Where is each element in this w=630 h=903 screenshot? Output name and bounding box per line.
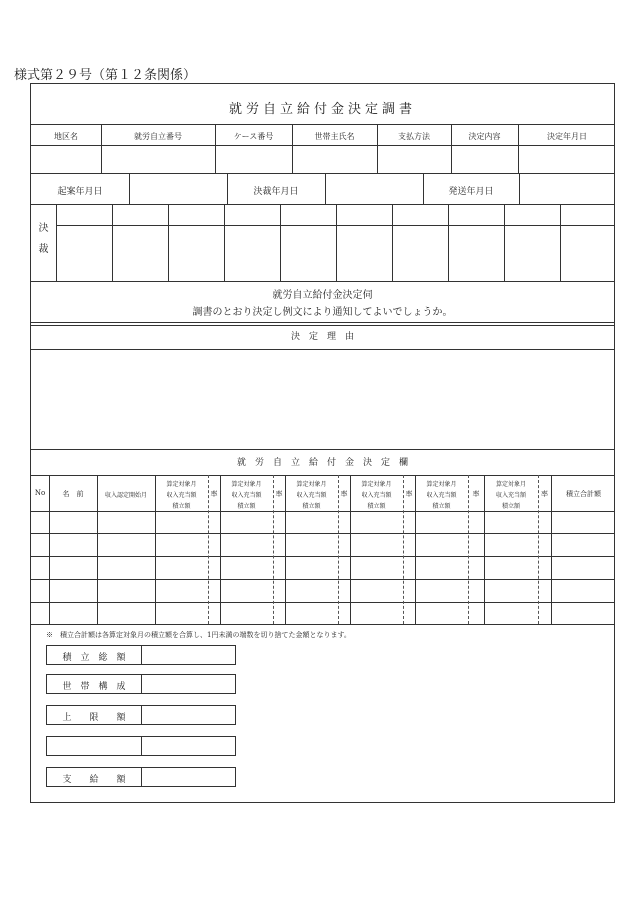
col-no: No <box>34 489 46 497</box>
income-label: 収入充当額 <box>426 492 457 499</box>
table-row[interactable] <box>31 602 614 624</box>
decision-form <box>30 83 615 803</box>
saving-label: 積立額 <box>367 503 386 510</box>
send-date-field[interactable] <box>519 173 616 204</box>
table-row[interactable] <box>31 556 614 579</box>
rate-1: 率 <box>210 490 218 498</box>
col-name: 名 前 <box>62 490 84 498</box>
header-decision-date: 決定年月日 <box>547 132 587 141</box>
income-label: 収入充当額 <box>361 492 392 499</box>
col-start-month: 収入認定開始月 <box>104 492 147 499</box>
header-payment-method: 支払方法 <box>398 132 430 141</box>
reason-field[interactable] <box>31 349 614 449</box>
period-label: 算定対象月 <box>231 481 262 488</box>
decision-section-title: 就 労 自 立 給 付 金 決 定 欄 <box>236 458 408 468</box>
decision-date-field[interactable] <box>518 145 616 173</box>
period-label: 算定対象月 <box>296 481 327 488</box>
employment-number-field[interactable] <box>101 145 215 173</box>
case-number-field[interactable] <box>215 145 292 173</box>
decision-date-value-field[interactable] <box>325 173 423 204</box>
header-employment-number: 就労自立番号 <box>134 132 182 141</box>
footnote: ※ 積立合計額は各算定対象月の積立額を合算し、1円未満の端数を切り捨てた金額となります。 <box>46 631 351 639</box>
saving-label: 積立額 <box>237 503 256 510</box>
householder-name-field[interactable] <box>292 145 377 173</box>
income-label: 収入充当額 <box>495 492 526 499</box>
period-4-headers <box>350 479 403 512</box>
period-1-headers <box>155 479 208 512</box>
table-row[interactable] <box>31 579 614 602</box>
draft-date-label: 起案年月日 <box>57 187 103 197</box>
period-6-headers <box>484 479 538 512</box>
draft-date-field[interactable] <box>129 173 227 204</box>
period-label: 算定対象月 <box>361 481 392 488</box>
summary-household <box>46 674 236 694</box>
income-label: 収入充当額 <box>166 492 197 499</box>
decision-content-field[interactable] <box>451 145 518 173</box>
summary-label: 支 給 額 <box>62 775 126 785</box>
table-row[interactable] <box>31 533 614 556</box>
period-3-headers <box>285 479 338 512</box>
reason-title: 決 定 理 由 <box>290 332 354 342</box>
period-label: 算定対象月 <box>495 481 526 488</box>
period-label: 算定対象月 <box>166 481 197 488</box>
inquiry-line-1: 就労自立給付金決定伺 <box>272 290 373 301</box>
summary-payment-amount <box>46 767 236 787</box>
summary-label: 積 立 総 額 <box>62 653 126 663</box>
col-total: 積立合計額 <box>566 490 601 498</box>
table-row[interactable] <box>31 511 614 533</box>
approval-label-1: 決 <box>38 223 49 234</box>
payment-method-field[interactable] <box>377 145 451 173</box>
inquiry-line-2: 調書のとおり決定し例文により通知してよいでしょうか。 <box>192 307 453 318</box>
header-district: 地区名 <box>54 132 78 141</box>
saving-label: 積立額 <box>302 503 321 510</box>
document-title: 就労自立給付金決定調書 <box>228 102 416 117</box>
saving-label: 積立額 <box>501 503 520 510</box>
period-2-headers <box>220 479 273 512</box>
rate-2: 率 <box>275 490 283 498</box>
decision-date-label: 決裁年月日 <box>253 187 299 197</box>
send-date-label: 発送年月日 <box>448 187 494 197</box>
income-label: 収入充当額 <box>296 492 327 499</box>
period-label: 算定対象月 <box>426 481 457 488</box>
summary-blank <box>46 736 236 756</box>
form-number: 様式第２９号（第１２条関係） <box>14 68 197 83</box>
summary-label: 世 帯 構 成 <box>62 682 126 692</box>
summary-label: 上 限 額 <box>62 713 126 723</box>
district-field[interactable] <box>31 145 101 173</box>
period-5-headers <box>415 479 468 512</box>
rate-6: 率 <box>541 490 548 498</box>
summary-upper-limit <box>46 705 236 725</box>
approval-label-2: 裁 <box>38 244 49 255</box>
header-decision-content: 決定内容 <box>468 132 501 141</box>
saving-label: 積立額 <box>172 503 191 510</box>
rate-4: 率 <box>405 490 413 498</box>
income-label: 収入充当額 <box>231 492 262 499</box>
rate-3: 率 <box>340 490 348 498</box>
summary-savings-total <box>46 645 236 665</box>
header-case-number: ケース番号 <box>233 132 274 141</box>
header-householder-name: 世帯主氏名 <box>314 132 355 141</box>
rate-5: 率 <box>472 490 480 498</box>
saving-label: 積立額 <box>432 503 451 510</box>
